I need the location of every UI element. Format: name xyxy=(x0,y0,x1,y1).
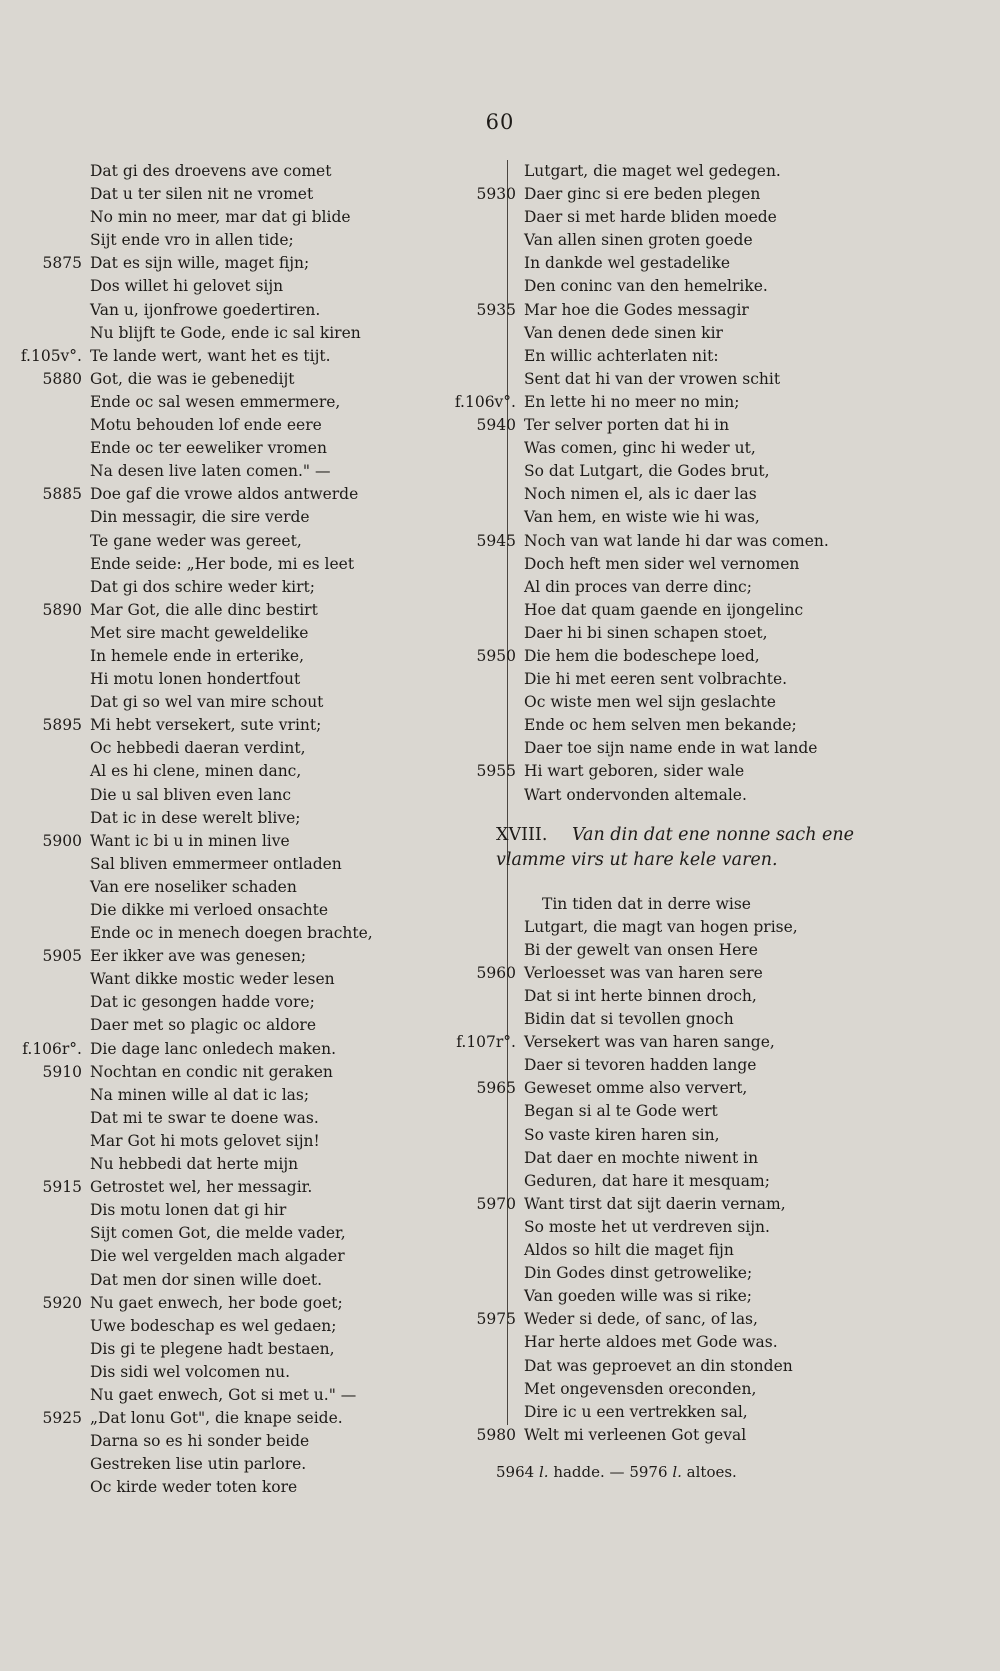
verse-line xyxy=(524,1378,944,1401)
verse-line xyxy=(524,784,944,807)
verse-line xyxy=(22,1038,450,1061)
verse-text: Met ongevensden oreconden, xyxy=(524,1379,757,1398)
verse-text: Daer met so plagic oc aldore xyxy=(90,1016,316,1035)
verse-line xyxy=(524,1100,944,1123)
verse-text: Al es hi clene, minen danc, xyxy=(90,762,302,781)
verse-text: Darna so es hi sonder beide xyxy=(90,1432,310,1451)
verse-text: Van ere noseliker schaden xyxy=(90,877,297,896)
verse-line xyxy=(524,206,944,229)
verse-text: Te gane weder was gereet, xyxy=(90,531,302,550)
section-title-line-2: vlamme virs ut hare kele varen. xyxy=(496,849,778,870)
verse-text: Dat gi so wel van mire schout xyxy=(90,693,324,712)
verse-line xyxy=(90,1453,450,1476)
verse-line xyxy=(90,576,450,599)
verse-text: Din Godes dinst getrowelike; xyxy=(524,1264,753,1283)
verse-text: Ter selver porten dat hi in xyxy=(524,416,730,435)
verse-line xyxy=(524,1331,944,1354)
verse-line xyxy=(476,1193,944,1216)
verse-line xyxy=(524,1239,944,1262)
verse-text: Van allen sinen groten goede xyxy=(524,231,753,250)
verse-text: Daer hi bi sinen schapen stoet, xyxy=(524,623,768,642)
verse-text: Mi hebt versekert, sute vrint; xyxy=(90,716,322,735)
verse-line xyxy=(524,599,944,622)
verse-text: Nu hebbedi dat herte mijn xyxy=(90,1155,299,1174)
verse-line xyxy=(90,1269,450,1292)
verse-text: Dire ic u een vertrekken sal, xyxy=(524,1402,748,1421)
verse-line xyxy=(42,1407,450,1430)
verse-text: Verloesset was van haren sere xyxy=(524,963,763,982)
line-marker: f.106r°. xyxy=(22,1039,82,1058)
verse-text: Din messagir, die sire verde xyxy=(90,508,310,527)
verse-line xyxy=(476,1077,944,1100)
verse-text: Dat daer en mochte niwent in xyxy=(524,1148,759,1167)
verse-text: Met sire macht geweldelike xyxy=(90,623,309,642)
verse-line xyxy=(90,229,450,252)
line-marker: 5875 xyxy=(42,254,82,273)
verse-line xyxy=(476,962,944,985)
footnote-2-lection: l. xyxy=(672,1462,682,1481)
verse-text: Dat es sijn wille, maget fijn; xyxy=(90,254,310,273)
line-marker: 5910 xyxy=(42,1062,82,1081)
verse-line xyxy=(524,322,944,345)
verse-line xyxy=(90,530,450,553)
verse-line xyxy=(476,645,944,668)
verse-text: Na minen wille al dat ic las; xyxy=(90,1085,310,1104)
verse-line xyxy=(90,1014,450,1037)
verse-line xyxy=(524,160,944,183)
verse-line xyxy=(42,1176,450,1199)
verse-line xyxy=(524,1216,944,1239)
verse-text: Began si al te Gode wert xyxy=(524,1102,718,1121)
line-marker: 5920 xyxy=(42,1293,82,1312)
line-marker: 5965 xyxy=(476,1079,516,1098)
verse-line xyxy=(524,275,944,298)
verse-line xyxy=(524,691,944,714)
verse-line xyxy=(90,876,450,899)
verse-line xyxy=(42,714,450,737)
line-marker: 5960 xyxy=(476,963,516,982)
verse-text: Van hem, en wiste wie hi was, xyxy=(524,508,760,527)
verse-text: Dis gi te plegene hadt bestaen, xyxy=(90,1339,335,1358)
verse-text: Noch nimen el, als ic daer las xyxy=(524,485,757,504)
verse-line xyxy=(20,345,450,368)
verse-line xyxy=(90,1199,450,1222)
verse-text: Dat was geproevet an din stonden xyxy=(524,1356,793,1375)
footnotes xyxy=(496,1461,944,1484)
verse-text: Dat si int herte binnen droch, xyxy=(524,987,757,1005)
section-heading xyxy=(496,823,944,873)
verse-text: Dat ic in dese werelt blive; xyxy=(90,808,301,827)
line-marker: f.106v°. xyxy=(454,392,516,411)
line-marker: 5905 xyxy=(42,947,82,966)
verse-text: Motu behouden lof ende eere xyxy=(90,416,322,435)
verse-line xyxy=(90,1130,450,1153)
verse-line xyxy=(90,807,450,830)
verse-line xyxy=(90,437,450,460)
verse-text: So dat Lutgart, die Godes brut, xyxy=(524,462,770,481)
line-marker: 5970 xyxy=(476,1194,516,1213)
verse-text: Den coninc van den hemelrike. xyxy=(524,277,768,296)
verse-line xyxy=(524,916,944,939)
section-numeral: XVIII. xyxy=(496,824,548,845)
line-marker: 5880 xyxy=(42,369,82,388)
footnote-2-text: altoes. xyxy=(686,1462,737,1481)
verse-text: Oc kirde weder toten kore xyxy=(90,1478,298,1497)
verse-text: Sal bliven emmermeer ontladen xyxy=(90,854,342,873)
verse-text: Daer si tevoren hadden lange xyxy=(524,1056,757,1075)
verse-text: Mar Got hi mots gelovet sijn! xyxy=(90,1131,320,1150)
verse-line xyxy=(90,737,450,760)
verse-text: Tin tiden dat in derre wise xyxy=(542,894,751,913)
line-marker: 5945 xyxy=(476,531,516,550)
verse-line xyxy=(524,437,944,460)
verse-text: Ende oc hem selven men bekande; xyxy=(524,716,797,735)
verse-text: Daer ginc si ere beden plegen xyxy=(524,185,761,204)
verse-text: Dos willet hi gelovet sijn xyxy=(90,277,284,296)
line-marker: 5900 xyxy=(42,831,82,850)
footnote-2-number: 5976 xyxy=(629,1462,668,1481)
verse-line xyxy=(90,299,450,322)
line-marker: 5915 xyxy=(42,1178,82,1197)
verse-text: Dis motu lonen dat gi hir xyxy=(90,1201,287,1220)
footnote-1-text: hadde. — xyxy=(553,1462,625,1481)
line-marker: 5885 xyxy=(42,485,82,504)
verse-line xyxy=(524,1355,944,1378)
verse-text: En lette hi no meer no min; xyxy=(524,392,740,411)
footnote-1-lection: l. xyxy=(538,1462,549,1481)
verse-line xyxy=(90,899,450,922)
verse-text: Die dage lanc onledech maken. xyxy=(90,1039,337,1058)
verse-text: Geweset omme also ververt, xyxy=(524,1079,748,1098)
verse-line xyxy=(90,322,450,345)
verse-line xyxy=(524,368,944,391)
line-marker: f.105v°. xyxy=(20,346,82,365)
verse-line xyxy=(90,206,450,229)
verse-text: Mar hoe die Godes messagir xyxy=(524,300,749,319)
verse-line xyxy=(90,760,450,783)
verse-text: Daer toe sijn name ende in wat lande xyxy=(524,739,818,758)
line-marker: 5930 xyxy=(476,185,516,204)
verse-text: Dat gi des droevens ave comet xyxy=(90,162,332,180)
verse-line xyxy=(476,299,944,322)
verse-text: Versekert was van haren sange, xyxy=(524,1033,775,1052)
verse-line xyxy=(476,760,944,783)
verse-text: Al din proces van derre dinc; xyxy=(524,577,752,596)
right-column xyxy=(454,160,944,1484)
verse-text: Want tirst dat sijt daerin vernam, xyxy=(524,1194,786,1213)
verse-line xyxy=(524,553,944,576)
verse-text: Dat men dor sinen wille doet. xyxy=(90,1270,322,1289)
verse-text: Hi wart geboren, sider wale xyxy=(524,762,745,781)
line-marker: 5975 xyxy=(476,1310,516,1329)
footnote-1-number: 5964 xyxy=(496,1462,535,1481)
verse-text: Doe gaf die vrowe aldos antwerde xyxy=(90,485,359,504)
verse-line xyxy=(456,1031,944,1054)
verse-line xyxy=(524,252,944,275)
page-number: 60 xyxy=(485,110,515,134)
verse-line xyxy=(90,1361,450,1384)
column-divider xyxy=(507,160,508,1425)
verse-text: Dat ic gesongen hadde vore; xyxy=(90,993,315,1012)
verse-line xyxy=(90,991,450,1014)
verse-line xyxy=(42,368,450,391)
verse-text: Van denen dede sinen kir xyxy=(524,323,723,342)
verse-line xyxy=(90,1338,450,1361)
verse-text: Wart ondervonden altemale. xyxy=(524,785,747,804)
verse-text: Weder si dede, of sanc, of las, xyxy=(524,1310,758,1329)
verse-text: Got, die was ie gebenedijt xyxy=(90,369,295,388)
verse-text: Die hem die bodeschepe loed, xyxy=(524,646,760,665)
verse-line xyxy=(524,985,944,1008)
verse-text: Was comen, ginc hi weder ut, xyxy=(524,439,756,458)
verse-text: Van u, ijonfrowe goedertiren. xyxy=(90,300,321,319)
line-marker: 5950 xyxy=(476,646,516,665)
verse-text: In hemele ende in erterike, xyxy=(90,646,305,665)
verse-line xyxy=(524,1147,944,1170)
verse-line xyxy=(524,939,944,962)
verse-text: Daer si met harde bliden moede xyxy=(524,208,777,227)
verse-text: Ende oc sal wesen emmermere, xyxy=(90,392,341,411)
verse-text: Noch van wat lande hi dar was comen. xyxy=(524,531,829,550)
verse-line xyxy=(524,622,944,645)
verse-line xyxy=(90,391,450,414)
verse-text: Ende seide: „Her bode, mi es leet xyxy=(90,554,355,573)
verse-text: Sijt ende vro in allen tide; xyxy=(90,231,294,250)
verse-line xyxy=(90,968,450,991)
verse-text: In dankde wel gestadelike xyxy=(524,254,731,273)
verse-text: Dis sidi wel volcomen nu. xyxy=(90,1362,291,1381)
verse-text: Dat u ter silen nit ne vromet xyxy=(90,185,314,204)
section-title-line-1: Van din dat ene nonne sach ene xyxy=(572,824,855,845)
verse-text: Uwe bodeschap es wel gedaen; xyxy=(90,1316,337,1335)
verse-line xyxy=(90,691,450,714)
line-marker: 5980 xyxy=(476,1425,516,1444)
right-column-verses-bottom xyxy=(456,893,944,1447)
verse-line xyxy=(524,1170,944,1193)
verse-line xyxy=(476,414,944,437)
verse-line xyxy=(90,1084,450,1107)
verse-line xyxy=(90,1245,450,1268)
verse-line xyxy=(42,599,450,622)
verse-line xyxy=(524,506,944,529)
verse-line xyxy=(90,645,450,668)
right-column-verses-top xyxy=(454,160,944,807)
verse-text: Dat mi te swar te doene was. xyxy=(90,1108,319,1127)
verse-line xyxy=(524,1054,944,1077)
verse-line xyxy=(524,737,944,760)
verse-line xyxy=(524,893,944,916)
line-marker: 5925 xyxy=(42,1409,82,1428)
verse-text: Har herte aldoes met Gode was. xyxy=(524,1333,778,1352)
verse-line xyxy=(42,830,450,853)
verse-line xyxy=(90,1153,450,1176)
verse-text: Lutgart, die maget wel gedegen. xyxy=(524,162,781,180)
verse-text: Lutgart, die magt van hogen prise, xyxy=(524,917,798,936)
verse-text: Aldos so hilt die maget fijn xyxy=(524,1241,734,1260)
verse-text: Van goeden wille was si rike; xyxy=(524,1287,752,1306)
verse-line xyxy=(476,183,944,206)
verse-text: Geduren, dat hare it mesquam; xyxy=(524,1171,770,1190)
line-marker: 5890 xyxy=(42,600,82,619)
verse-text: Eer ikker ave was genesen; xyxy=(90,947,307,966)
verse-line xyxy=(524,668,944,691)
verse-line xyxy=(90,1222,450,1245)
verse-line xyxy=(90,622,450,645)
verse-line xyxy=(90,506,450,529)
verse-line xyxy=(524,714,944,737)
verse-line xyxy=(90,668,450,691)
verse-line xyxy=(524,1262,944,1285)
verse-text: Die wel vergelden mach algader xyxy=(90,1247,345,1266)
verse-text: Die hi met eeren sent volbrachte. xyxy=(524,670,788,689)
verse-line xyxy=(42,945,450,968)
verse-line xyxy=(524,483,944,506)
verse-line xyxy=(42,1061,450,1084)
verse-line xyxy=(524,1285,944,1308)
verse-text: Hi motu lonen hondertfout xyxy=(90,670,301,689)
verse-line xyxy=(90,1384,450,1407)
verse-text: Sijt comen Got, die melde vader, xyxy=(90,1224,346,1243)
verse-text: Sent dat hi van der vrowen schit xyxy=(524,369,781,388)
verse-line xyxy=(454,391,944,414)
verse-text: Nu blijft te Gode, ende ic sal kiren xyxy=(90,323,361,342)
verse-line xyxy=(42,483,450,506)
verse-line xyxy=(90,1315,450,1338)
verse-line xyxy=(90,460,450,483)
verse-text: Gestreken lise utin parlore. xyxy=(90,1455,307,1474)
line-marker: 5955 xyxy=(476,762,516,781)
verse-text: „Dat lonu Got", die knape seide. xyxy=(90,1409,343,1428)
verse-line xyxy=(524,576,944,599)
verse-text: Oc wiste men wel sijn geslachte xyxy=(524,693,776,712)
verse-text: Oc hebbedi daeran verdint, xyxy=(90,739,306,758)
verse-text: So vaste kiren haren sin, xyxy=(524,1125,720,1144)
verse-text: Want ic bi u in minen live xyxy=(90,831,290,850)
verse-line xyxy=(90,853,450,876)
verse-line xyxy=(524,345,944,368)
verse-text: Bidin dat si tevollen gnoch xyxy=(524,1010,734,1029)
verse-text: Mar Got, die alle dinc bestirt xyxy=(90,600,318,619)
verse-text: Die dikke mi verloed onsachte xyxy=(90,901,329,919)
verse-line xyxy=(524,229,944,252)
verse-text: Nu gaet enwech, Got si met u." — xyxy=(90,1385,357,1404)
verse-text: No min no meer, mar dat gi blide xyxy=(90,208,351,227)
line-marker: 5935 xyxy=(476,300,516,319)
verse-line xyxy=(90,275,450,298)
left-column xyxy=(20,160,450,1499)
verse-line xyxy=(42,252,450,275)
verse-line xyxy=(42,1292,450,1315)
verse-text: Welt mi verleenen Got geval xyxy=(524,1425,747,1444)
verse-line xyxy=(524,460,944,483)
verse-text: Te lande wert, want het es tijt. xyxy=(90,346,331,365)
line-marker: 5895 xyxy=(42,716,82,735)
verse-line xyxy=(90,183,450,206)
verse-text: En willic achterlaten nit: xyxy=(524,346,719,365)
verse-text: Want dikke mostic weder lesen xyxy=(90,970,335,989)
verse-text: Bi der gewelt van onsen Here xyxy=(524,940,758,959)
line-marker: f.107r°. xyxy=(456,1033,516,1052)
verse-line xyxy=(524,1124,944,1147)
line-marker: 5940 xyxy=(476,416,516,435)
verse-text: Dat gi dos schire weder kirt; xyxy=(90,577,315,596)
verse-line xyxy=(524,1401,944,1424)
verse-line xyxy=(90,922,450,945)
verse-line xyxy=(90,553,450,576)
verse-text: Doch heft men sider wel vernomen xyxy=(524,554,800,573)
verse-line xyxy=(90,1107,450,1130)
verse-line xyxy=(524,1008,944,1031)
verse-line xyxy=(90,1476,450,1499)
verse-text: Die u sal bliven even lanc xyxy=(90,785,292,804)
verse-text: Ende oc ter eeweliker vromen xyxy=(90,439,327,458)
verse-line xyxy=(476,1424,944,1447)
verse-text: So moste het ut verdreven sijn. xyxy=(524,1217,770,1236)
verse-line xyxy=(476,530,944,553)
verse-line xyxy=(476,1308,944,1331)
verse-text: Na desen live laten comen." — xyxy=(90,462,331,481)
verse-text: Hoe dat quam gaende en ijongelinc xyxy=(524,600,804,619)
verse-line xyxy=(90,414,450,437)
verse-line xyxy=(90,1430,450,1453)
verse-text: Nochtan en condic nit geraken xyxy=(90,1062,333,1081)
verse-text: Nu gaet enwech, her bode goet; xyxy=(90,1293,343,1312)
verse-text: Ende oc in menech doegen brachte, xyxy=(90,924,373,943)
verse-text: Getrostet wel, her messagir. xyxy=(90,1178,313,1197)
verse-line xyxy=(90,784,450,807)
verse-line xyxy=(90,160,450,183)
